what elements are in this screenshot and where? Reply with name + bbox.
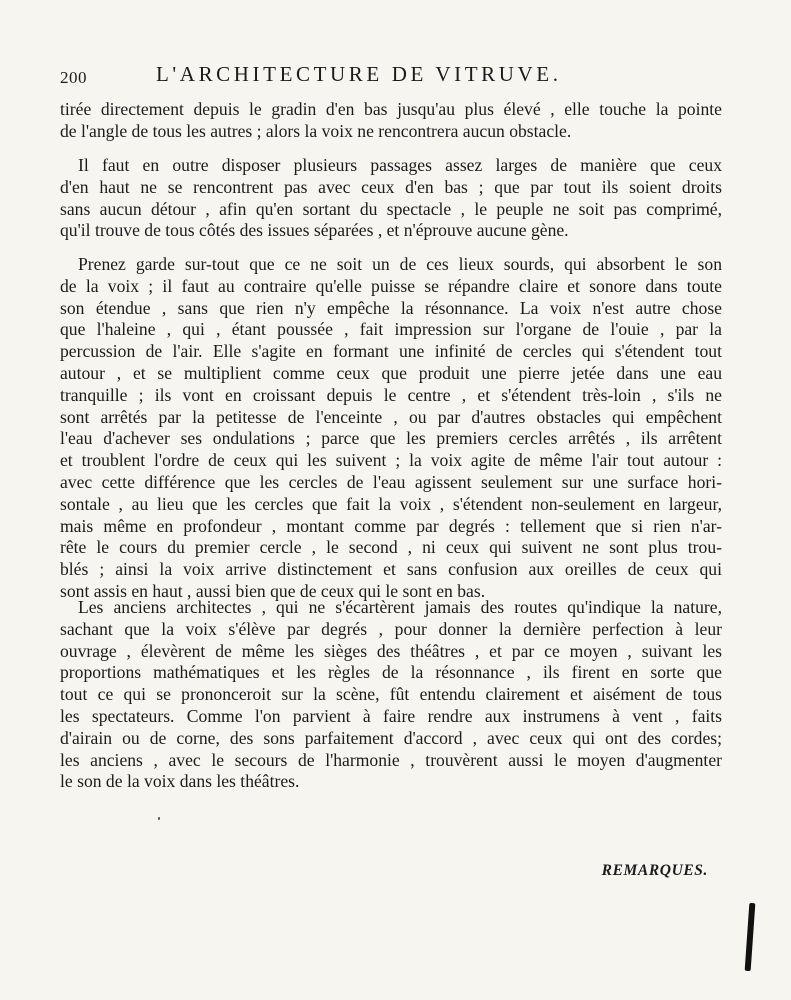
catchword: REMARQUES. [601,862,708,879]
text-line: Prenez garde sur-tout que ce ne soit un de ces lieux sourds, qui absorbent le son [78,254,722,274]
text-line: mais même en profondeur , montant comme par degrés : tellement que si rien n'ar- [60,515,722,536]
text-line: d'airain ou de corne, des sons parfaitement d'accord , avec ceux qui ont des cordes; [60,727,722,748]
text-line: que l'haleine , qui , étant poussée , fait impression sur l'organe de l'ouie , par la [60,319,722,340]
text-line: ouvrage , élevèrent de même les sièges des théâtres , et par ce moyen , suivant les [60,640,722,661]
text-line: sachant que la voix s'élève par degrés , pour donner la dernière perfection à leur [60,618,722,639]
text-line: l'eau d'achever ses ondulations ; parce que les premiers cercles arrêtés , ils arrêtent [60,428,722,449]
text-line: sans aucun détour , afin qu'en sortant du spectacle , le peuple ne soit pas comprimé, [60,198,722,219]
text-line: tranquille ; ils vont en croissant depuis le centre , et s'étendent très-loin , s'ils ne [60,384,722,405]
running-title: L'ARCHITECTURE DE VITRUVE. [156,62,562,86]
text-line: proportions mathématiques et les règles de la résonnance , ils firent en sorte que [60,662,722,683]
ink-speck [158,817,160,820]
text-line: sontale , au lieu que les cercles que fait la voix , s'étendent non-seulement en largeur, [60,493,722,514]
text-line: tirée directement depuis le gradin d'en bas jusqu'au plus élevé , elle touche la pointe [60,99,722,119]
margin-ink-stroke [745,903,756,971]
text-line: avec cette différence que les cercles de l'eau agissent seulement sur une surface hori- [60,471,722,492]
text-line: Les anciens architectes , qui ne s'écartèrent jamais des routes qu'indique la nature, [78,597,722,617]
text-line: de la voix ; il faut au contraire qu'elle puisse se répandre claire et sonore dans toute [60,275,722,296]
text-line: blés ; ainsi la voix arrive distinctement et sans confusion aux oreilles de ceux qui [60,559,722,580]
text-line: rête le cours du premier cercle , le second , ni ceux qui suivent ne sont plus trou- [60,537,722,558]
paragraph-4 [60,597,722,793]
text-line: Il faut en outre disposer plusieurs passages assez larges de manière que ceux [78,155,722,175]
paragraph-3 [60,254,722,603]
text-line: son étendue , sans que rien n'y empêche la résonnance. La voix n'est autre chose [60,297,722,318]
text-line: autour , et se multiplient comme ceux que produit une pierre jetée dans une eau [60,362,722,383]
text-line: le son de la voix dans les théâtres. [60,771,300,792]
text-line: d'en haut ne se rencontrent pas avec ceux d'en bas ; que par tout ils soient droits [60,176,722,197]
page-number: 200 [60,68,87,87]
text-line: les anciens , avec le secours de l'harmonie , trouvèrent aussi le moyen d'augmenter [60,749,722,770]
text-line: les spectateurs. Comme l'on parvient à faire rendre aux instrumens à vent , faits [60,705,722,726]
text-line: et troublent l'ordre de ceux qui les suivent ; la voix agite de même l'air tout autour : [60,450,722,471]
paragraph-2 [60,155,722,242]
paragraph-1 [60,99,722,143]
text-line: sont arrêtés par la petitesse de l'enceinte , ou par d'autres obstacles qui empêchent [60,406,722,427]
text-line: qu'il trouve de tous côtés des issues séparées , et n'éprouve aucune gène. [60,220,569,241]
text-line: sont assis en haut , aussi bien que de ceux qui le sont en bas. [60,580,486,601]
text-line: tout ce qui se prononceroit sur la scène, fût entendu clairement et aisément de tous [60,684,722,705]
running-head [60,62,720,88]
text-line: percussion de l'air. Elle s'agite en formant une infinité de cercles qui s'étendent tout [60,341,722,362]
text-line: de l'angle de tous les autres ; alors la voix ne rencontrera aucun obstacle. [60,120,572,141]
